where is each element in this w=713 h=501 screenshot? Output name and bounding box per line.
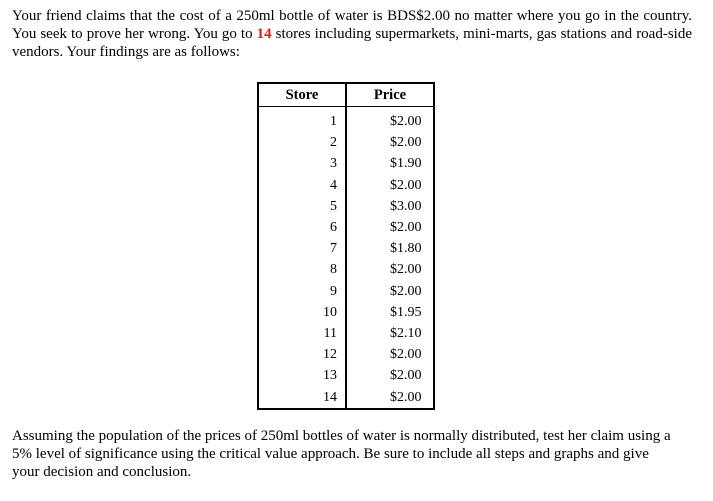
price-cell: $2.00 <box>390 389 422 405</box>
price-cell: $2.00 <box>390 114 422 130</box>
table-row <box>258 302 434 323</box>
table-header-row <box>258 83 434 107</box>
table-row <box>258 281 434 302</box>
price-cell: $1.90 <box>390 156 422 172</box>
table-row <box>258 259 434 280</box>
table-row <box>258 238 434 259</box>
price-cell: $2.00 <box>390 135 422 151</box>
store-number-cell: 5 <box>258 196 346 217</box>
table-row <box>258 217 434 238</box>
store-number-cell: 2 <box>258 132 346 153</box>
price-cell: $2.00 <box>390 347 422 363</box>
intro-text-end: stores including supermarkets, mini-marts, gas stations and road-side vendors. Your findings are as follows: <box>12 26 692 60</box>
store-number-cell: 13 <box>258 365 346 386</box>
store-number-cell: 14 <box>258 386 346 408</box>
store-number-cell: 10 <box>258 302 346 323</box>
store-number-cell: 1 <box>258 107 346 133</box>
price-cell: $2.00 <box>390 368 422 384</box>
table-row <box>258 386 434 408</box>
table-row <box>258 323 434 344</box>
question-paragraph: Assuming the population of the prices of 250ml bottles of water is normally distributed, test her claim using a 5% level of significance using the critical value approach. Be sure to include all steps and graphs and give your decision and conclusion. <box>12 428 671 480</box>
price-cell: $2.00 <box>390 220 422 236</box>
store-number-cell: 9 <box>258 281 346 302</box>
intro-text-start: Your friend claims that the cost of a 250ml bottle of water is BDS$2.00 no matter where you go in the country. You seek to prove her wrong. You go to <box>12 8 692 42</box>
table-row <box>258 365 434 386</box>
price-cell: $2.00 <box>390 262 422 278</box>
price-column-header: Price <box>346 83 434 107</box>
store-count-highlight: 14 <box>256 26 272 42</box>
price-cell: $2.00 <box>390 283 422 299</box>
table-row <box>258 132 434 153</box>
store-number-cell: 11 <box>258 323 346 344</box>
price-cell: $3.00 <box>390 198 422 214</box>
table-row <box>258 344 434 365</box>
store-number-cell: 8 <box>258 259 346 280</box>
store-number-cell: 4 <box>258 175 346 196</box>
store-number-cell: 3 <box>258 153 346 174</box>
table-row <box>258 175 434 196</box>
price-cell: $2.00 <box>390 177 422 193</box>
store-price-table <box>257 82 435 410</box>
price-cell: $1.80 <box>390 241 422 257</box>
intro-paragraph <box>12 7 692 61</box>
table-row <box>258 196 434 217</box>
store-column-header: Store <box>258 83 346 107</box>
price-cell: $1.95 <box>390 304 422 320</box>
price-cell: $2.10 <box>390 325 422 341</box>
store-number-cell: 7 <box>258 238 346 259</box>
table-body <box>258 107 434 409</box>
table-row <box>258 153 434 174</box>
store-number-cell: 12 <box>258 344 346 365</box>
store-number-cell: 6 <box>258 217 346 238</box>
table-row <box>258 107 434 133</box>
